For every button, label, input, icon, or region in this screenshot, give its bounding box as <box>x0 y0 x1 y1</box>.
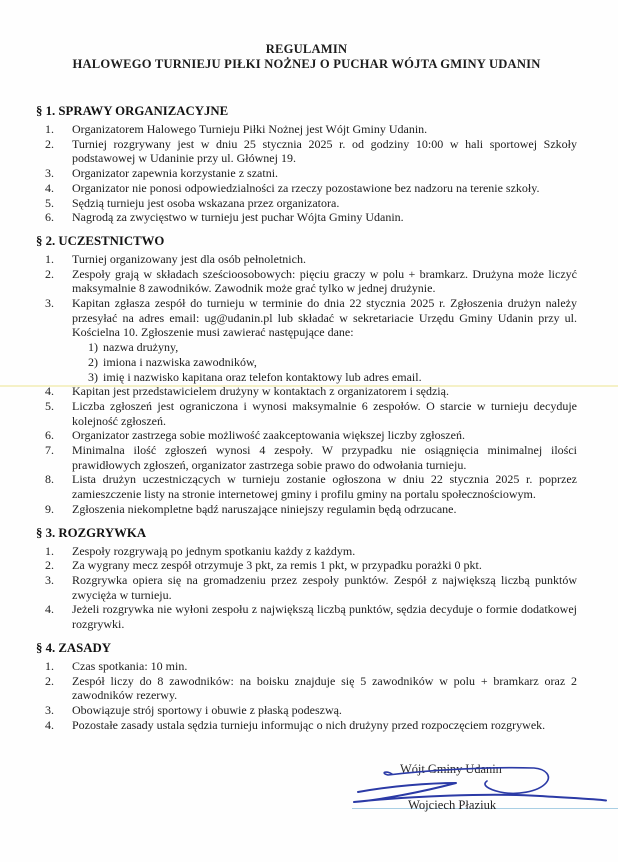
list-item-text: Organizator nie ponosi odpowiedzialności za rzeczy pozostawione bez nadzoru na terenie szkoły. <box>72 180 540 195</box>
list-item <box>72 267 577 296</box>
list-item-text: Jeżeli rozgrywka nie wyłoni zespołu z największą liczbą punktów, sędzia decyduje o formie dodatkowej rozgrywki. <box>72 602 577 632</box>
list-item <box>72 602 577 631</box>
section-heading: § 1. SPRAWY ORGANIZACYJNE <box>36 104 229 118</box>
sub-list-item: nazwa drużyny, <box>103 340 179 355</box>
list-item <box>72 502 577 517</box>
list-item <box>72 472 577 501</box>
section-heading: § 4. ZASADY <box>36 640 112 655</box>
list-item <box>72 544 577 559</box>
list-item-text: Sędzią turnieju jest osoba wskazana przez organizatora. <box>72 195 340 210</box>
list-item <box>72 399 577 428</box>
document-subtitle: HALOWEGO TURNIEJU PIŁKI NOŻNEJ O PUCHAR WÓJTA GMINY UDANIN <box>72 57 541 71</box>
list-item <box>72 674 577 703</box>
list-item <box>72 573 577 602</box>
section-heading: § 2. UCZESTNICTWO <box>36 233 165 248</box>
list-item <box>72 443 577 472</box>
list-item <box>72 428 577 443</box>
list-item-text: Organizator zastrzega sobie możliwość zaakceptowania większej liczby zgłoszeń. <box>72 428 465 443</box>
list-item-text: Lista drużyn uczestniczących w turnieju zostanie ogłoszona w dniu 22 stycznia 2025 r. poprzez zamieszczenie listy na stronie internetowej gminy i profilu gminy na portalu społecznościowym. <box>72 472 577 502</box>
signature-block <box>340 752 618 822</box>
list-item <box>72 196 577 211</box>
list-item-text: Za wygrany mecz zespół otrzymuje 3 pkt, za remis 1 pkt, w przypadku porażki 0 pkt. <box>72 558 482 573</box>
signer-name-label: Wojciech Płaziuk <box>408 798 497 812</box>
list-item <box>72 252 577 267</box>
list-item-text: Czas spotkania: 10 min. <box>72 658 188 673</box>
list-item <box>72 384 577 399</box>
section-organizacyjne <box>36 104 577 225</box>
list-item-text: Organizatorem Halowego Turnieju Piłki Nożnej jest Wójt Gminy Udanin. <box>72 122 428 136</box>
list-item-text: Zespoły rozgrywają po jednym spotkaniu każdy z każdym. <box>72 543 356 558</box>
section-rozgrywka <box>36 526 577 632</box>
list-item <box>72 703 577 718</box>
sub-list-item: imiona i nazwiska zawodników, <box>103 354 257 369</box>
list-item-text: Zespoły grają w składach sześcioosobowych: pięciu graczy w polu + bramkarz. Drużyna może liczyć maksymalnie 8 zawodników. Zawodnik może grać tylko w jednej drużynie. <box>72 266 577 296</box>
list-item <box>72 296 577 384</box>
list-item <box>72 659 577 674</box>
signer-role-label: Wójt Gminy Udanin <box>400 762 502 776</box>
list-item-text: Turniej organizowany jest dla osób pełnoletnich. <box>72 251 306 266</box>
list-item-text: Pozostałe zasady ustala sędzia turnieju informując o nich drużyny przed rozpoczęciem rozgrywek. <box>72 717 546 732</box>
document-title: REGULAMIN <box>265 42 348 56</box>
list-item-text: Obowiązuje strój sportowy i obuwie z płaską podeszwą. <box>72 702 342 717</box>
list-item <box>72 558 577 573</box>
list-item-text: Kapitan jest przedstawicielem drużyny w kontaktach z organizatorem i sędzią. <box>72 384 449 399</box>
list-item <box>72 210 577 225</box>
list-item-text: Zespół liczy do 8 zawodników: na boisku znajduje się 5 zawodników w polu + bramkarz oraz 2 zawodników rezerwy. <box>72 673 577 703</box>
section-list <box>36 659 577 733</box>
list-item-text: Rozgrywka opiera się na gromadzeniu przez zespoły punktów. Zespół z największą liczbą punktów zwycięża w turnieju. <box>72 572 577 602</box>
section-uczestnictwo <box>36 234 577 517</box>
section-zasady <box>36 641 577 733</box>
list-item-text: Minimalna ilość zgłoszeń wynosi 4 zespoły. W przypadku nie osiągnięcia minimalnej ilości prawidłowych zgłoszeń, organizator zastrzega sobie prawo do odwołania turnieju. <box>72 443 577 472</box>
section-heading: § 3. ROZGRYWKA <box>36 525 147 540</box>
list-item-text: Liczba zgłoszeń jest ograniczona i wynosi maksymalnie 6 zespołów. O starcie w turnieju decyduje kolejność zgłoszeń. <box>72 398 577 428</box>
list-item <box>72 181 577 196</box>
section-list <box>36 252 577 517</box>
section-list <box>36 122 577 225</box>
list-item-text: Turniej rozgrywany jest w dniu 25 stycznia 2025 r. od godziny 10:00 w hali sportowej Szkoły podstawowej w Udaninie przy ul. Głównej 19. <box>72 136 577 166</box>
list-item-text: Kapitan zgłasza zespół do turnieju w terminie do dnia 22 stycznia 2025 r. Zgłoszenia drużyn należy przesyłać na adres email: ug@udanin.pl lub składać w sekretariacie Urzędu Gminy Udanin przy ul. Kościelna 10. Zgłoszenie musi zawierać następujące dane: <box>72 296 577 340</box>
list-item-text: Nagrodą za zwycięstwo w turnieju jest puchar Wójta Gminy Udanin. <box>72 210 404 225</box>
sub-list-item: imię i nazwisko kapitana oraz telefon kontaktowy lub adres email. <box>103 369 422 384</box>
list-item <box>72 166 577 181</box>
section-list <box>36 544 577 632</box>
sub-list <box>72 340 577 384</box>
list-item-text: Organizator zapewnia korzystanie z szatni. <box>72 166 279 181</box>
list-item <box>72 137 577 166</box>
list-item <box>72 718 577 733</box>
list-item-text: Zgłoszenia niekompletne bądź naruszające niniejszy regulamin będą odrzucane. <box>72 501 457 516</box>
list-item <box>72 122 577 137</box>
